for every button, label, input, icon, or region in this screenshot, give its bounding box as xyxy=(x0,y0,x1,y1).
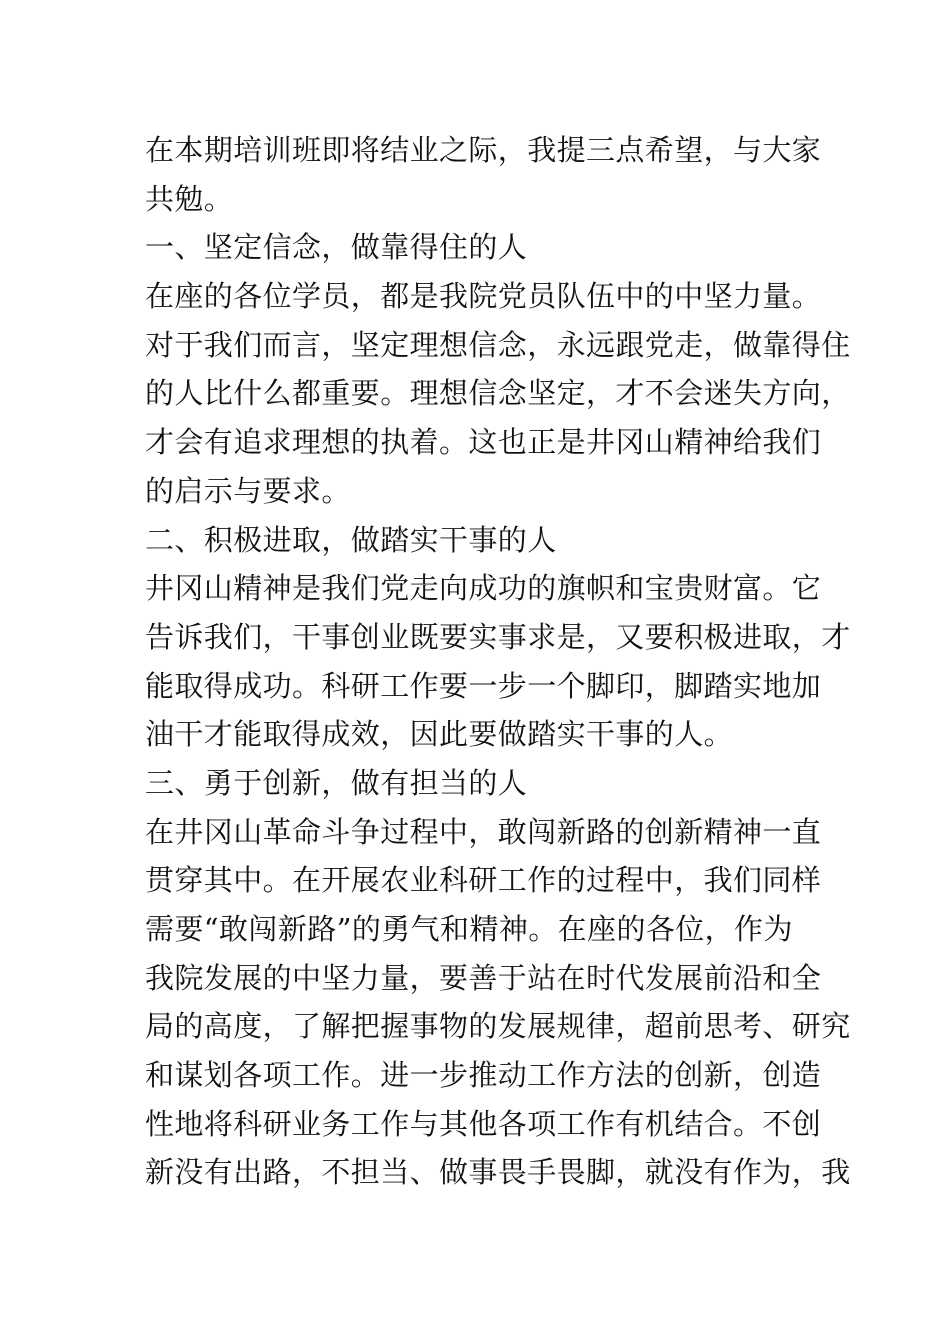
text-line: 新没有出路，不担当、做事畏手畏脚，就没有作为，我 xyxy=(145,1155,851,1190)
section-heading: 一、坚定信念，做靠得住的人 xyxy=(145,230,528,265)
text-line: 局的高度，了解把握事物的发展规律，超前思考、研究 xyxy=(145,1009,851,1044)
text-line: 的人比什么都重要。理想信念坚定，才不会迷失方向， xyxy=(145,376,851,411)
text-line: 共勉。 xyxy=(145,181,234,216)
text-line: 需要“敢闯新路”的勇气和精神。在座的各位，作为 xyxy=(145,912,793,946)
section-heading: 二、积极进取，做踏实干事的人 xyxy=(145,522,557,557)
section-heading: 三、勇于创新，做有担当的人 xyxy=(145,765,528,800)
text-line: 我院发展的中坚力量，要善于站在时代发展前沿和全 xyxy=(145,960,822,995)
text-line: 对于我们而言，坚定理想信念，永远跟党走，做靠得住 xyxy=(145,327,851,362)
text-line: 油干才能取得成效，因此要做踏实干事的人。 xyxy=(145,717,734,752)
text-line: 贯穿其中。在开展农业科研工作的过程中，我们同样 xyxy=(145,863,822,898)
text-line: 的启示与要求。 xyxy=(145,473,351,508)
text-line: 性地将科研业务工作与其他各项工作有机结合。不创 xyxy=(145,1106,822,1141)
text-line: 能取得成功。科研工作要一步一个脚印，脚踏实地加 xyxy=(145,668,822,703)
text-line: 在井冈山革命斗争过程中，敢闯新路的创新精神一直 xyxy=(145,814,822,849)
text-line: 才会有追求理想的执着。这也正是井冈山精神给我们 xyxy=(145,425,822,460)
text-line: 井冈山精神是我们党走向成功的旗帜和宝贵财富。它 xyxy=(145,571,822,606)
text-line: 告诉我们，干事创业既要实事求是，又要积极进取，才 xyxy=(145,619,851,654)
text-line: 和谋划各项工作。进一步推动工作方法的创新，创造 xyxy=(145,1058,822,1093)
document-body xyxy=(145,126,851,1197)
text-line: 在本期培训班即将结业之际，我提三点希望，与大家 xyxy=(145,133,822,167)
text-line: 在座的各位学员，都是我院党员队伍中的中坚力量。 xyxy=(145,279,822,314)
